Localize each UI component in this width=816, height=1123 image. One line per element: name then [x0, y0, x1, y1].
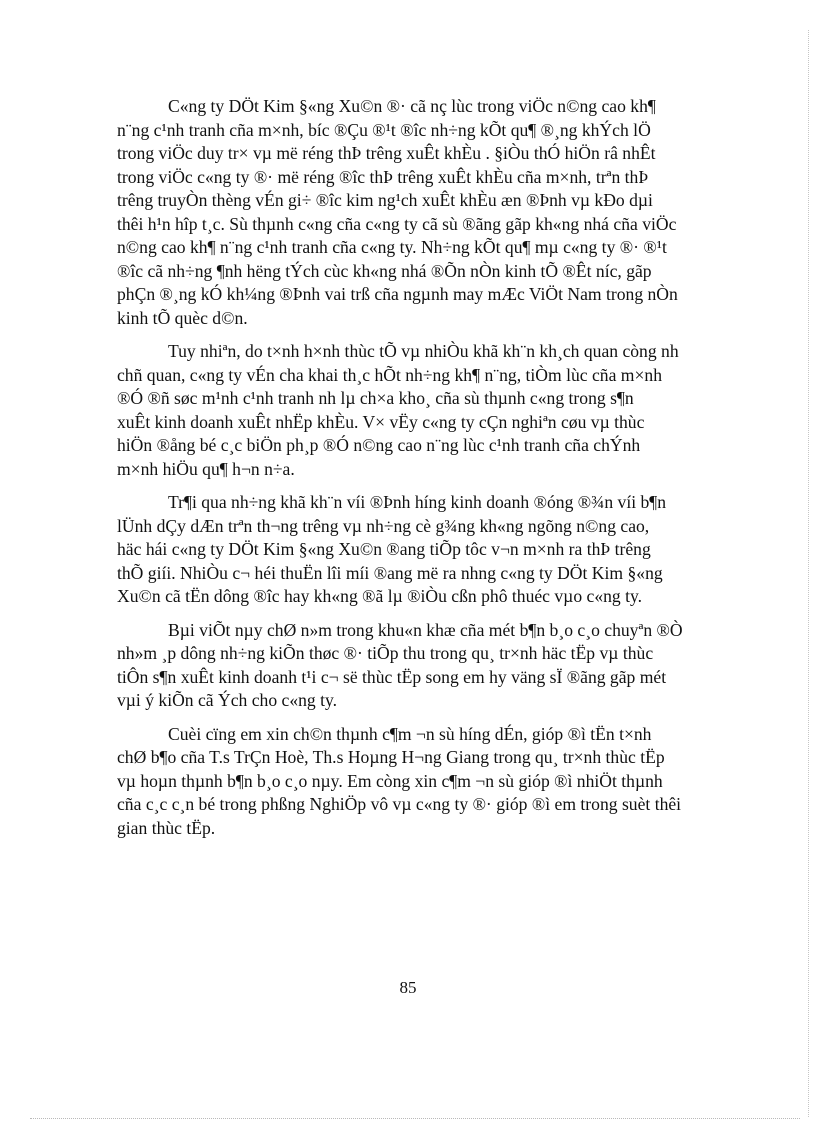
text-line: trong viÖc duy tr× vµ më réng thÞ trêng xuÊt khÈu . §iÒu thÓ hiÖn râ nhÊt	[117, 143, 656, 163]
text-line: trong viÖc c«ng ty ®· më réng ®îc thÞ trêng xuÊt khÈu cña m×nh, trªn thÞ	[117, 166, 649, 187]
text-line: xuÊt kinh doanh xuÊt nhËp khÈu. V× vËy c«ng ty cÇn nghiªn cøu vµ thùc	[117, 411, 645, 432]
text-line: gian thùc tËp.	[117, 817, 216, 838]
text-line: vµi ý kiÕn cã Ých cho c«ng ty.	[117, 690, 338, 710]
text-line: vµ hoµn thµnh b¶n b¸o c¸o nµy. Em còng xin c¶m ¬n sù gióp ®ì nhiÖt thµnh	[117, 770, 663, 791]
text-line: C«ng ty DÖt Kim §«ng Xu©n ®· cã nç lùc trong viÖc n©ng cao kh¶	[168, 96, 656, 116]
paragraph-2	[117, 340, 720, 481]
text-line: phÇn ®¸ng kÓ kh¼ng ®Þnh vai trß cña ngµnh may mÆc ViÖt Nam trong nÒn	[117, 284, 678, 304]
text-line: thêi h¹n hîp t¸c. Sù thµnh c«ng cña c«ng ty cã sù ®ãng gãp kh«ng nhá cña viÖc	[117, 213, 677, 234]
paragraph-3	[117, 491, 720, 609]
paragraph-4	[117, 619, 720, 713]
text-line: chñ quan, c«ng ty vÉn cha khai th¸c hÕt nh÷ng kh¶ n¨ng, tiÒm lùc cña m×nh	[117, 364, 662, 385]
text-line: tiÔn s¶n xuÊt kinh doanh t¹i c¬ së thùc tËp song em hy väng sÏ ®ãng gãp mét	[117, 666, 667, 687]
text-line: Cuèi cïng em xin ch©n thµnh c¶m ¬n sù híng dÉn, gióp ®ì tËn t×nh	[168, 723, 652, 744]
text-line: ®Ó ®ñ søc m¹nh c¹nh tranh nh lµ ch×a kho¸ cña sù thµnh c«ng trong s¶n	[117, 388, 634, 408]
text-line: Bµi viÕt nµy chØ n»m trong khu«n khæ cña mét b¶n b¸o c¸o chuyªn ®Ò	[168, 619, 683, 640]
text-line: hiÖn ®ång bé c¸c biÖn ph¸p ®Ó n©ng cao n¨ng lùc c¹nh tranh cña chÝnh	[117, 435, 641, 455]
text-line: ®îc cã nh÷ng ¶nh hëng tÝch cùc kh«ng nhá ®Õn nÒn kinh tÕ ®Êt níc, gãp	[117, 260, 652, 281]
page-edge-right	[808, 30, 809, 1117]
text-line: kinh tÕ quèc d©n.	[117, 307, 248, 328]
text-line: Xu©n cã tËn dông ®îc hay kh«ng ®ã lµ ®iÒu cßn phô thuéc vµo c«ng ty.	[117, 586, 643, 606]
text-line: n¨ng c¹nh tranh cña m×nh, bíc ®Çu ®¹t ®îc nh÷ng kÕt qu¶ ®¸ng khÝch lÖ	[117, 119, 651, 140]
paragraph-1	[117, 95, 720, 330]
text-line: Tuy nhiªn, do t×nh h×nh thùc tÕ vµ nhiÒu khã kh¨n kh¸ch quan còng nh	[168, 341, 679, 361]
text-line: n©ng cao kh¶ n¨ng c¹nh tranh cña c«ng ty. Nh÷ng kÕt qu¶ mµ c«ng ty ®· ®¹t	[117, 237, 667, 257]
paragraph-5	[117, 723, 720, 841]
page-edge-bottom	[30, 1118, 800, 1119]
page-number: 85	[399, 978, 417, 997]
text-line: Tr¶i qua nh÷ng khã kh¨n víi ®Þnh híng kinh doanh ®óng ®¾n víi b¶n	[168, 492, 667, 512]
text-line: trêng truyÒn thèng vÉn gi÷ ®îc kim ng¹ch xuÊt khÈu æn ®Þnh vµ kÐo dµi	[117, 190, 653, 210]
text-line: nh»m ¸p dông nh÷ng kiÕn thøc ®· tiÕp thu trong qu¸ tr×nh häc tËp vµ thùc	[117, 643, 654, 663]
text-line: häc hái c«ng ty DÖt Kim §«ng Xu©n ®ang tiÕp tôc v¬n m×nh ra thÞ trêng	[117, 539, 651, 559]
text-line: lÜnh dÇy dÆn trªn th¬ng trêng vµ nh÷ng cè g¾ng kh«ng ngõng n©ng cao,	[117, 515, 650, 536]
text-line: thÕ giíi. NhiÒu c¬ héi thuËn lîi míi ®ang më ra nhng c«ng ty DÖt Kim §«ng	[117, 562, 663, 583]
text-line: m×nh hiÖu qu¶ h¬n n÷a.	[117, 458, 295, 479]
text-line: cña c¸c c¸n bé trong phßng NghiÖp vô vµ c«ng ty ®· gióp ®ì em trong suèt thêi	[117, 794, 682, 814]
document-body	[117, 95, 720, 850]
text-line: chØ b¶o cña T.s TrÇn Hoè, Th.s Hoµng H¬ng Giang trong qu¸ tr×nh thùc tËp	[117, 747, 665, 767]
